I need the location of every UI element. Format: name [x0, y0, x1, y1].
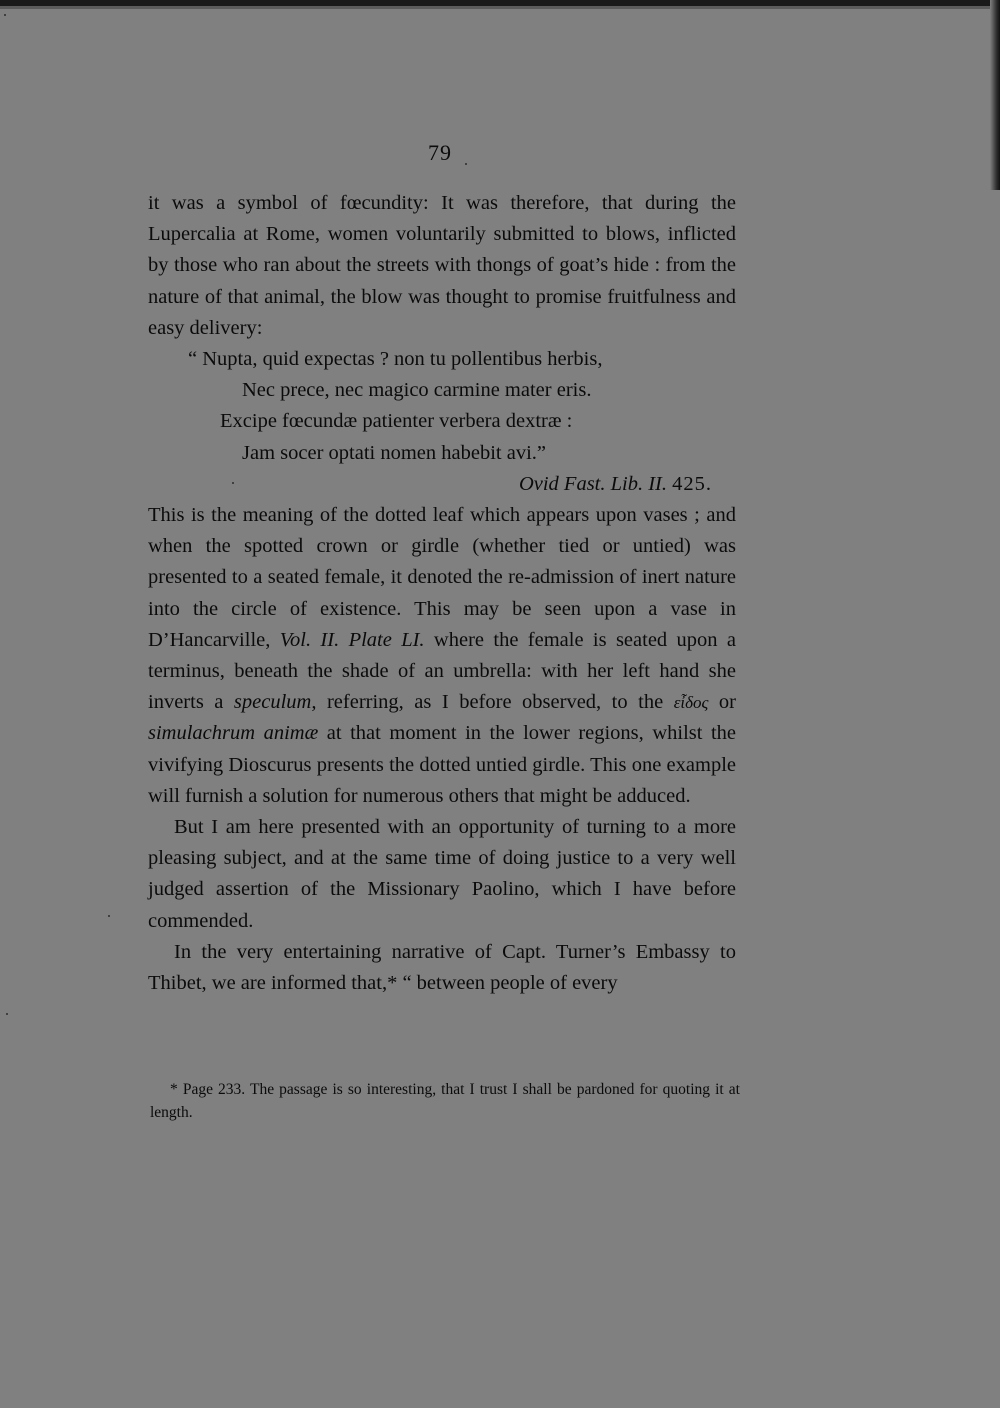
citation-title: Ovid Fast. Lib. II.	[518, 472, 667, 495]
footnote-marker: * Page 233.	[170, 1081, 246, 1098]
paragraph-2-part-4: or	[708, 691, 736, 714]
body-text	[148, 188, 736, 999]
quotation-citation	[148, 469, 736, 500]
paragraph-2-part-2: where the female is seated upon a terminus, beneath the shade of an umbrella: with her left hand she inverts a	[148, 628, 736, 714]
speculum-term: speculum,	[233, 691, 317, 714]
page-number: 79	[428, 140, 452, 165]
simulachrum-term: simulachrum animæ	[148, 722, 319, 745]
paragraph-2-part-1: This is the meaning of the dotted leaf which appears upon vases ; and when the spotted crown or girdle (whether tied or untied) was presented to a seated female, it denoted the re-admission of inert nature into the circle of existence. This may be seen upon a vase in D’Hancarville,	[148, 504, 736, 651]
greek-term: εἶδος	[673, 693, 709, 713]
footnote-text: The passage is so interesting, that I trust I shall be pardoned for quoting it at length.	[150, 1081, 740, 1121]
citation-number: 425.	[672, 472, 712, 495]
quotation-line: Excipe fœcundæ patienter verbera dextræ :	[220, 410, 573, 433]
paragraph-2	[148, 500, 736, 812]
quotation-line: Nec prece, nec magico carmine mater eris.	[242, 379, 592, 402]
plate-reference: Vol. II. Plate LI.	[279, 628, 425, 651]
scan-right-border	[990, 0, 1000, 190]
footnote	[150, 1078, 740, 1124]
quotation-line: “ Nupta, quid expectas ? non tu pollentibus herbis,	[188, 348, 603, 371]
paragraph-4: In the very entertaining narrative of Capt. Turner’s Embassy to Thibet, we are informed that,* “ between people of every	[148, 940, 736, 995]
paragraph-2-part-3: referring, as I before observed, to the	[316, 691, 674, 714]
scan-speck	[6, 1013, 8, 1015]
scan-speck	[108, 915, 110, 917]
paragraph-3: But I am here presented with an opportunity of turning to a more pleasing subject, and at the same time of doing justice to a very well judged assertion of the Missionary Paolino, which I have before commended.	[148, 816, 736, 932]
scan-top-shadow	[0, 6, 1000, 9]
scan-speck	[4, 14, 6, 16]
latin-quotation	[148, 344, 736, 500]
paragraph-1: it was a symbol of fœcundity: It was therefore, that during the Lupercalia at Rome, women voluntarily submitted to blows, inflicted by those who ran about the streets with thongs of goat’s hide : from the nature of that animal, the blow was thought to promise fruitfulness and easy delivery:	[148, 192, 736, 339]
paragraph-2-part-5: at that moment in the lower regions, whilst the vivifying Dioscurus presents the dotted untied girdle. This one example will furnish a solution for numerous others that might be adduced.	[148, 722, 736, 807]
quotation-line: Jam socer optati nomen habebit avi.”	[242, 441, 546, 464]
